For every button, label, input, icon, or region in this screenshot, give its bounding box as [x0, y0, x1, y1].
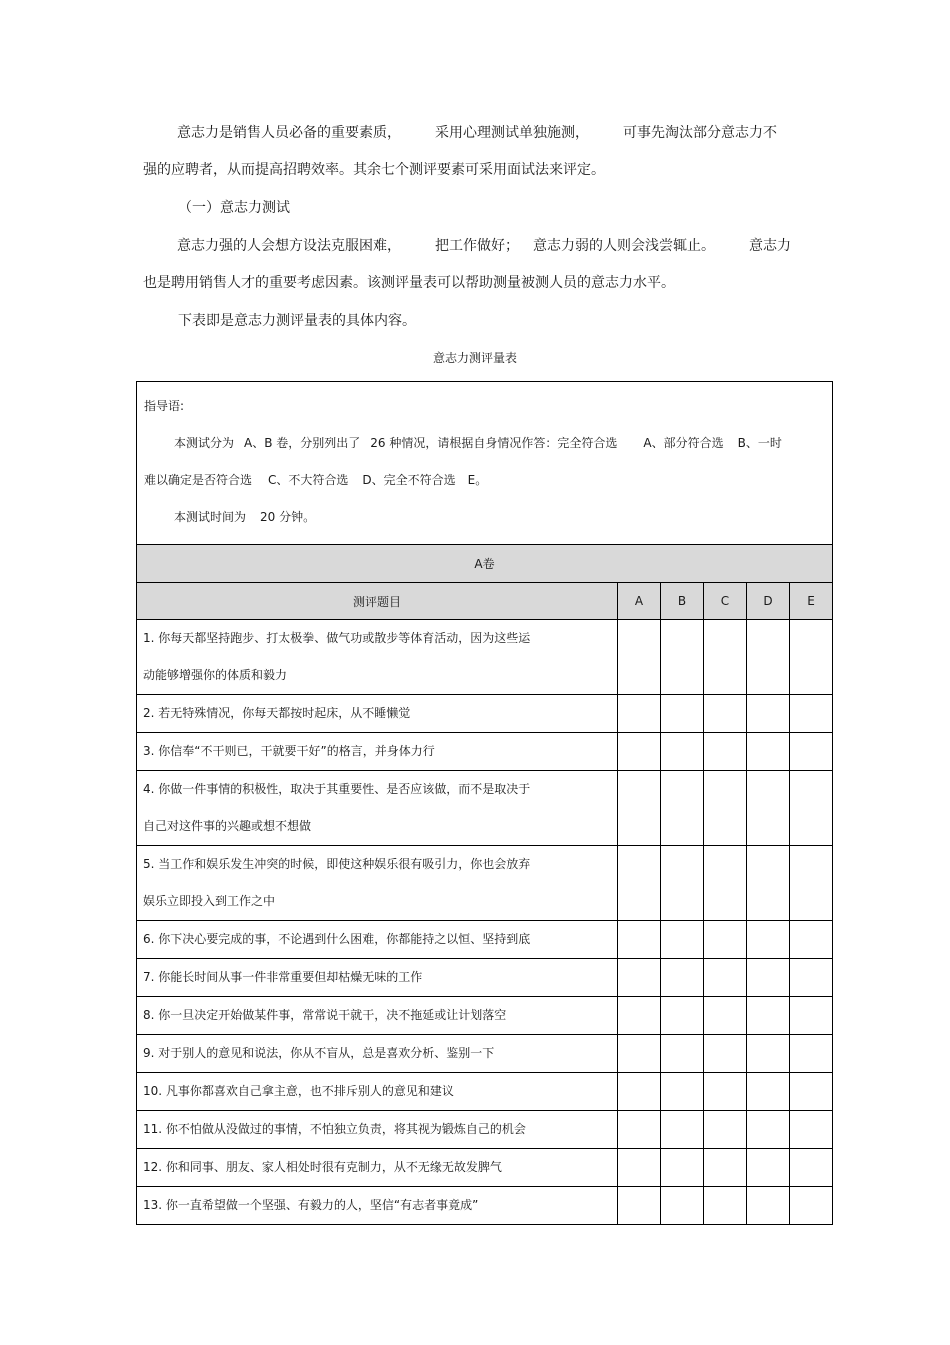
willpower-scale-table [136, 381, 833, 1225]
guide-line-3: 本测试时间为 20 分钟。 [174, 510, 316, 524]
question-line: 5. 当工作和娱乐发生冲突的时候，即使这种娱乐很有吸引力，你也会放弃 [143, 857, 531, 871]
intro-paragraph-2 [143, 228, 808, 302]
col-header-c: C [704, 583, 747, 620]
answer-cell-c[interactable] [704, 695, 747, 733]
question-line: 动能够增强你的体质和毅力 [143, 668, 288, 682]
answer-cell-d[interactable] [747, 771, 790, 846]
question-text [137, 620, 618, 695]
question-text [137, 1187, 618, 1225]
col-header-item: 测评题目 [137, 583, 618, 620]
col-header-e: E [790, 583, 833, 620]
answer-cell-c[interactable] [704, 959, 747, 997]
answer-cell-b[interactable] [661, 921, 704, 959]
answer-cell-b[interactable] [661, 620, 704, 695]
answer-cell-c[interactable] [704, 1149, 747, 1187]
answer-cell-d[interactable] [747, 1149, 790, 1187]
p1-part-a: 意志力是销售人员必备的重要素质， [177, 125, 401, 141]
answer-cell-d[interactable] [747, 921, 790, 959]
answer-cell-b[interactable] [661, 846, 704, 921]
table-row [137, 620, 833, 695]
answer-cell-c[interactable] [704, 846, 747, 921]
answer-cell-c[interactable] [704, 1111, 747, 1149]
question-text [137, 1073, 618, 1111]
table-row [137, 997, 833, 1035]
answer-cell-d[interactable] [747, 1111, 790, 1149]
answer-cell-c[interactable] [704, 771, 747, 846]
guide-line-1: 本测试分为 A、B 卷，分别列出了 26 种情况，请根据自身情况作答：完全符合选 A、部分符合选 B、一时 [174, 436, 782, 450]
answer-cell-e[interactable] [790, 921, 833, 959]
table-row [137, 695, 833, 733]
question-text [137, 1149, 618, 1187]
col-header-b: B [661, 583, 704, 620]
question-line: 2. 若无特殊情况，你每天都按时起床，从不睡懒觉 [143, 706, 411, 720]
answer-cell-b[interactable] [661, 1149, 704, 1187]
answer-cell-c[interactable] [704, 1035, 747, 1073]
answer-cell-c[interactable] [704, 1187, 747, 1225]
question-text [137, 921, 618, 959]
answer-cell-a[interactable] [618, 771, 661, 846]
table-row [137, 846, 833, 921]
answer-cell-a[interactable] [618, 997, 661, 1035]
answer-cell-e[interactable] [790, 695, 833, 733]
answer-cell-d[interactable] [747, 695, 790, 733]
question-line: 1. 你每天都坚持跑步、打太极拳、做气功或散步等体育活动，因为这些运 [143, 631, 531, 645]
question-text [137, 1111, 618, 1149]
answer-cell-d[interactable] [747, 959, 790, 997]
question-text [137, 997, 618, 1035]
table-row [137, 733, 833, 771]
answer-cell-e[interactable] [790, 1073, 833, 1111]
answer-cell-d[interactable] [747, 997, 790, 1035]
p1-part-b: 采用心理测试单独施测， [435, 125, 589, 141]
answer-cell-e[interactable] [790, 771, 833, 846]
question-line: 7. 你能长时间从事一件非常重要但却枯燥无味的工作 [143, 970, 423, 984]
question-line: 10. 凡事你都喜欢自己拿主意，也不排斥别人的意见和建议 [143, 1084, 454, 1098]
answer-cell-c[interactable] [704, 733, 747, 771]
answer-cell-d[interactable] [747, 733, 790, 771]
p1-part-d: 强的应聘者，从而提高招聘效率。其余七个测评要素可采用面试法来评定。 [143, 162, 605, 178]
question-line: 娱乐立即投入到工作之中 [143, 894, 276, 908]
p2-part-e: 也是聘用销售人才的重要考虑因素。该测评量表可以帮助测量被测人员的意志力水平。 [143, 275, 675, 291]
table-row [137, 959, 833, 997]
answer-cell-b[interactable] [661, 1187, 704, 1225]
answer-cell-e[interactable] [790, 1111, 833, 1149]
answer-cell-d[interactable] [747, 846, 790, 921]
answer-cell-a[interactable] [618, 620, 661, 695]
p2-part-b: 把工作做好； [435, 238, 519, 254]
table-caption: 意志力测评量表 [432, 351, 517, 365]
answer-cell-b[interactable] [661, 959, 704, 997]
answer-cell-e[interactable] [790, 1187, 833, 1225]
p1-part-c: 可事先淘汰部分意志力不 [623, 125, 777, 141]
answer-cell-e[interactable] [790, 620, 833, 695]
intro-paragraph-1 [143, 115, 808, 189]
answer-cell-a[interactable] [618, 1149, 661, 1187]
section-a-header: A卷 [137, 545, 833, 583]
answer-cell-d[interactable] [747, 620, 790, 695]
answer-cell-e[interactable] [790, 1035, 833, 1073]
question-line: 6. 你下决心要完成的事，不论遇到什么困难，你都能持之以恒、坚持到底 [143, 932, 531, 946]
answer-cell-e[interactable] [790, 959, 833, 997]
p2-part-c: 意志力弱的人则会浅尝辄止。 [533, 238, 715, 254]
question-line: 12. 你和同事、朋友、家人相处时很有克制力，从不无缘无故发脾气 [143, 1160, 502, 1174]
column-header-row [137, 583, 833, 620]
answer-cell-b[interactable] [661, 733, 704, 771]
answer-cell-a[interactable] [618, 1111, 661, 1149]
answer-cell-c[interactable] [704, 620, 747, 695]
guide-line-2: 难以确定是否符合选 C、不大符合选 D、完全不符合选 E。 [144, 473, 488, 487]
question-text [137, 1035, 618, 1073]
question-line: 自己对这件事的兴趣或想不想做 [143, 819, 312, 833]
answer-cell-b[interactable] [661, 771, 704, 846]
question-text [137, 959, 618, 997]
intro-paragraph-3: 下表即是意志力测评量表的具体内容。 [178, 313, 416, 329]
question-text [137, 771, 618, 846]
table-row [137, 921, 833, 959]
answer-cell-b[interactable] [661, 997, 704, 1035]
answer-cell-b[interactable] [661, 1073, 704, 1111]
answer-cell-a[interactable] [618, 1073, 661, 1111]
table-row [137, 1149, 833, 1187]
answer-cell-a[interactable] [618, 846, 661, 921]
question-text [137, 695, 618, 733]
p2-part-a: 意志力强的人会想方设法克服困难， [177, 238, 401, 254]
question-line: 4. 你做一件事情的积极性，取决于其重要性、是否应该做，而不是取决于 [143, 782, 531, 796]
answer-cell-e[interactable] [790, 997, 833, 1035]
table-row [137, 1073, 833, 1111]
question-line: 8. 你一旦决定开始做某件事，常常说干就干，决不拖延或让计划落空 [143, 1008, 507, 1022]
question-line: 9. 对于别人的意见和说法，你从不盲从，总是喜欢分析、鉴别一下 [143, 1046, 495, 1060]
table-row [137, 771, 833, 846]
question-text [137, 733, 618, 771]
guide-label: 指导语: [144, 399, 185, 413]
question-rows [137, 620, 833, 1225]
answer-cell-a[interactable] [618, 733, 661, 771]
answer-cell-e[interactable] [790, 733, 833, 771]
answer-cell-a[interactable] [618, 1035, 661, 1073]
question-text [137, 846, 618, 921]
question-line: 3. 你信奉“不干则已，干就要干好”的格言，并身体力行 [143, 744, 435, 758]
guide-cell [137, 382, 833, 545]
answer-cell-d[interactable] [747, 1073, 790, 1111]
p2-part-d: 意志力 [749, 238, 791, 254]
answer-cell-e[interactable] [790, 846, 833, 921]
answer-cell-d[interactable] [747, 1035, 790, 1073]
table-row [137, 1187, 833, 1225]
question-line: 11. 你不怕做从没做过的事情，不怕独立负责，将其视为锻炼自己的机会 [143, 1122, 526, 1136]
answer-cell-a[interactable] [618, 921, 661, 959]
answer-cell-d[interactable] [747, 1187, 790, 1225]
table-row [137, 1035, 833, 1073]
answer-cell-c[interactable] [704, 997, 747, 1035]
answer-cell-b[interactable] [661, 1035, 704, 1073]
question-line: 13. 你一直希望做一个坚强、有毅力的人，坚信“有志者事竟成” [143, 1198, 479, 1212]
answer-cell-e[interactable] [790, 1149, 833, 1187]
answer-cell-a[interactable] [618, 959, 661, 997]
answer-cell-b[interactable] [661, 1111, 704, 1149]
table-row [137, 1111, 833, 1149]
section-heading: （一）意志力测试 [178, 200, 290, 216]
answer-cell-b[interactable] [661, 695, 704, 733]
answer-cell-c[interactable] [704, 921, 747, 959]
answer-cell-a[interactable] [618, 1187, 661, 1225]
answer-cell-c[interactable] [704, 1073, 747, 1111]
answer-cell-a[interactable] [618, 695, 661, 733]
col-header-a: A [618, 583, 661, 620]
col-header-d: D [747, 583, 790, 620]
